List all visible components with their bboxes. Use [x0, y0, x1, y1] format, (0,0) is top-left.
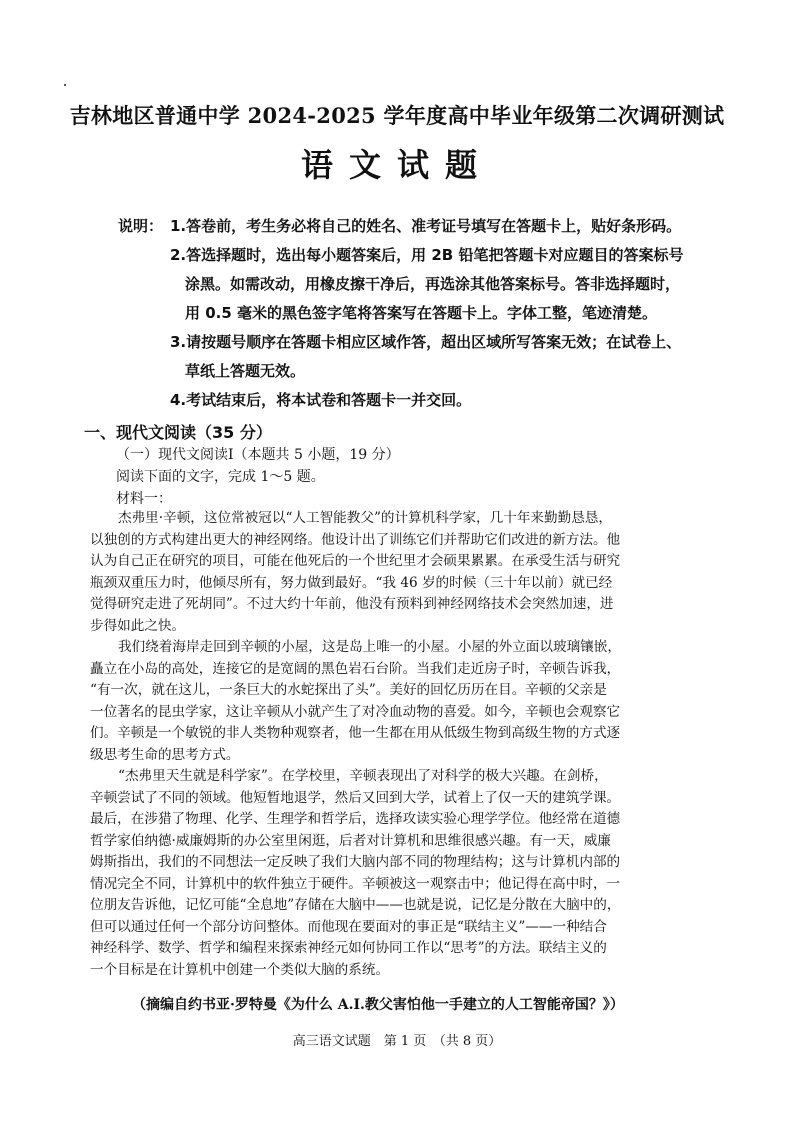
- text-line: 矗立在小岛的高处，连接它的是宽阔的黑色岩石台阶。当我们走近房子时，辛顿告诉我，: [90, 660, 621, 677]
- instruction-line: 涂黑。如需改动，用橡皮擦干净后，再选涂其他答案标号。答非选择题时，: [185, 275, 681, 293]
- text-line: 一个目标是在计算机中创建一个类似大脑的系统。: [90, 961, 390, 978]
- instruction-line: 4.考试结束后，将本试卷和答题卡一并交回。: [170, 391, 472, 409]
- text-line: 们。辛顿是一个敏锐的非人类物种观察者，他一生都在用从低级生物到高级生物的方式逐: [90, 725, 621, 741]
- text-line: 情况完全不同，计算机中的软件独立于硬件。辛顿被这一观察击中；他记得在高中时，一: [90, 875, 621, 892]
- instruction-line: 草纸上答题无效。: [185, 362, 306, 380]
- reading-direction: 阅读下面的文字，完成 1～5 题。: [116, 469, 325, 485]
- text-line: 但可以通过任何一个部分访问整体。而他现在要面对的事正是“联结主义”——一种结合: [90, 918, 607, 935]
- paragraph-2: [90, 637, 710, 766]
- text-line: 最后，在涉猎了物理、化学、生理学和哲学后，选择攻读实验心理学学位。他经常在道德: [90, 811, 621, 827]
- text-line: 步得如此之快。: [90, 617, 186, 634]
- text-line: 级思考生命的思考方式。: [90, 746, 240, 763]
- text-line: 觉得研究走进了死胡同”。不过大约十年前，他没有预料到神经网络技术会突然加速，进: [90, 596, 614, 612]
- paragraph-3: [90, 766, 710, 981]
- instruction-line: 3.请按题号顺序在答题卡相应区域作答，超出区域所写答案无效；在试卷上、: [170, 333, 682, 351]
- text-line: 哲学家伯纳德·威廉姆斯的办公室里闲逛，后者对计算机和思维很感兴趣。有一天，威廉: [90, 832, 611, 849]
- scan-mark: [64, 84, 66, 86]
- source-citation: （摘编自约书亚·罗特曼《为什么 A.I.教父害怕他一手建立的人工智能帝国？》）: [132, 997, 624, 1013]
- material-label: 材料一：: [116, 491, 172, 507]
- text-line: 神经科学、数学、哲学和编程来探索神经元如何协同工作以“思考”的方法。联结主义的: [90, 940, 607, 956]
- section-heading: 一、现代文阅读（35 分）: [84, 423, 272, 442]
- text-line: 杰弗里·辛顿，这位常被冠以“人工智能教父”的计算机科学家，几十年来勤勤恳恳，: [118, 510, 612, 526]
- text-line: 我们绕着海岸走回到辛顿的小屋，这是岛上唯一的小屋。小屋的外立面以玻璃镶嵌，: [118, 639, 621, 655]
- instruction-item: [118, 328, 718, 386]
- paragraph-1: [90, 508, 710, 637]
- text-line: 姆斯指出，我们的不同想法一定反映了我们大脑内部不同的物理结构；这与计算机内部的: [90, 854, 621, 870]
- instruction-item: [118, 386, 718, 415]
- instructions-prefix: 说明：: [118, 217, 164, 235]
- exam-title: 吉林地区普通中学 2024-2025 学年度高中毕业年级第二次调研测试: [69, 103, 725, 128]
- instruction-line: 1.答卷前，考生务必将自己的姓名、准考证号填写在答题卡上，贴好条形码。: [170, 217, 682, 235]
- instruction-item: [118, 241, 718, 328]
- instruction-item: [118, 212, 718, 241]
- page-footer: 高三语文试题 第 1 页 （共 8 页）: [292, 1034, 502, 1049]
- text-line: “杰弗里天生就是科学家”。在学校里，辛顿表现出了对科学的极大兴趣。在剑桥，: [118, 768, 608, 784]
- text-line: 瓶颈双重压力时，他倾尽所有，努力做到最好。“我 46 岁的时候（三十年以前）就已经: [90, 574, 613, 591]
- text-line: 辛顿尝试了不同的领域。他短暂地退学，然后又回到大学，试着上了仅一天的建筑学课。: [90, 789, 621, 806]
- sub-heading: （一）现代文阅读Ⅰ（本题共 5 小题，19 分）: [116, 447, 400, 463]
- text-line: “有一次，就在这儿，一条巨大的水蛇探出了头”。美好的回忆历历在目。辛顿的父亲是: [90, 682, 607, 698]
- text-line: 以独创的方式构建出更大的神经网络。他设计出了训练它们并帮助它们改进的新方法。他: [90, 531, 621, 548]
- subject-title: 语文试题: [300, 146, 493, 184]
- instruction-line: 2.答选择题时，选出每小题答案后，用 2B 铅笔把答题卡对应题目的答案标号: [170, 246, 684, 264]
- text-line: 认为自己正在研究的项目，可能在他死后的一个世纪里才会硕果累累。在承受生活与研究: [90, 553, 621, 569]
- text-line: 位朋友告诉他，记忆可能“全息地”存储在大脑中——也就是说，记忆是分散在大脑中的，: [90, 897, 621, 913]
- instructions-block: [118, 212, 718, 415]
- instruction-line: 用 0.5 毫米的黑色签字笔将答案写在答题卡上。字体工整，笔迹清楚。: [185, 304, 658, 322]
- text-line: 一位著名的昆虫学家，这让辛顿从小就产生了对冷血动物的喜爱。如今，辛顿也会观察它: [90, 703, 621, 720]
